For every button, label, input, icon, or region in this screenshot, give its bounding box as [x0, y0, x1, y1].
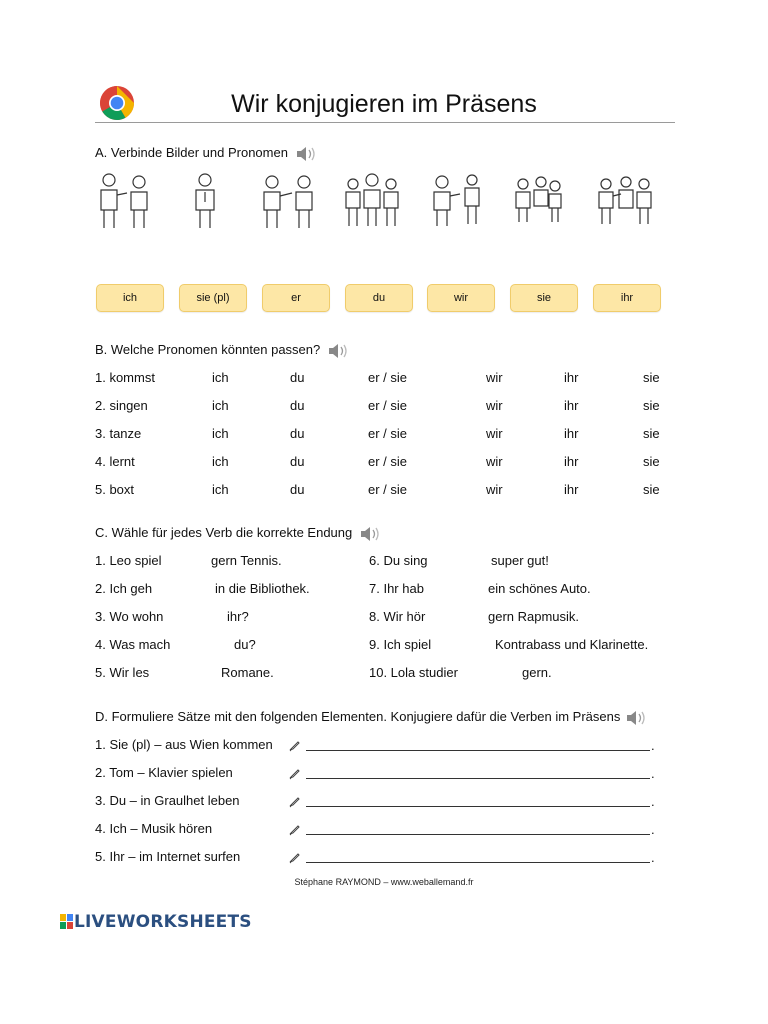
- liveworksheets-brand: [60, 912, 252, 932]
- d-answer-field[interactable]: [306, 834, 650, 835]
- d-answer-field[interactable]: [306, 750, 650, 751]
- liveworksheets-text: LIVEWORKSHEETS: [74, 912, 252, 932]
- d-line-end: .: [651, 822, 655, 837]
- b-pronoun-option[interactable]: ihr: [564, 398, 579, 413]
- liveworksheets-logo-icon: [60, 914, 74, 930]
- b-pronoun-option[interactable]: sie: [643, 454, 660, 469]
- b-pronoun-option[interactable]: sie: [643, 426, 660, 441]
- d-prompt: 2. Tom – Klavier spielen: [95, 765, 233, 780]
- pencil-icon: [289, 740, 301, 752]
- speaker-icon[interactable]: [328, 343, 350, 359]
- b-pronoun-option[interactable]: wir: [486, 426, 503, 441]
- c-item-rest: ein schönes Auto.: [488, 581, 591, 596]
- page-title: Wir konjugieren im Präsens: [231, 90, 537, 118]
- d-line-end: .: [651, 738, 655, 753]
- section-b-heading-text: B. Welche Pronomen könnten passen?: [95, 342, 321, 357]
- figure-two-people-talking: [95, 170, 155, 232]
- c-item-stem: 4. Was mach: [95, 637, 171, 652]
- c-item-stem: 7. Ihr hab: [369, 581, 424, 596]
- speaker-icon[interactable]: [296, 146, 318, 162]
- section-d-heading: [95, 709, 648, 726]
- b-pronoun-option[interactable]: er / sie: [368, 482, 408, 497]
- pencil-icon: [289, 796, 301, 808]
- d-prompt: 5. Ihr – im Internet surfen: [95, 849, 241, 864]
- pronoun-pill-wir[interactable]: wir: [427, 284, 495, 312]
- section-c-heading: [95, 525, 382, 542]
- c-item-rest: in die Bibliothek.: [215, 581, 310, 596]
- chrome-logo-icon: [99, 85, 135, 121]
- c-item-rest: Romane.: [221, 665, 274, 680]
- figure-pointing-at-pair: [430, 170, 485, 232]
- section-a-heading-text: A. Verbinde Bilder und Pronomen: [95, 145, 288, 160]
- b-pronoun-option[interactable]: ihr: [564, 370, 579, 385]
- c-item-stem: 3. Wo wohn: [95, 609, 164, 624]
- pencil-icon: [289, 824, 301, 836]
- section-b-heading: [95, 342, 350, 359]
- figure-person-pointing-at-other: [260, 170, 320, 232]
- c-item-rest: Kontrabass und Klarinette.: [495, 637, 649, 652]
- section-c-heading-text: C. Wähle für jedes Verb die korrekte Endung: [95, 525, 353, 540]
- d-answer-field[interactable]: [306, 778, 650, 779]
- b-pronoun-option[interactable]: ich: [212, 370, 229, 385]
- b-verb-label: 4. lernt: [95, 454, 135, 469]
- b-pronoun-option[interactable]: du: [290, 370, 305, 385]
- b-pronoun-option[interactable]: er / sie: [368, 398, 408, 413]
- figure-one-person: [190, 170, 220, 232]
- b-pronoun-option[interactable]: du: [290, 426, 305, 441]
- b-pronoun-option[interactable]: ich: [212, 398, 229, 413]
- d-answer-field[interactable]: [306, 806, 650, 807]
- speaker-icon[interactable]: [360, 526, 382, 542]
- c-item-stem: 1. Leo spiel: [95, 553, 162, 568]
- figure-group-pointing: [513, 170, 563, 232]
- b-pronoun-option[interactable]: wir: [486, 454, 503, 469]
- pronoun-pill-ihr[interactable]: ihr: [593, 284, 661, 312]
- pencil-icon: [289, 852, 301, 864]
- b-pronoun-option[interactable]: ihr: [564, 454, 579, 469]
- pronoun-pill-er[interactable]: er: [262, 284, 330, 312]
- b-pronoun-option[interactable]: wir: [486, 398, 503, 413]
- c-item-rest: ihr?: [227, 609, 249, 624]
- b-pronoun-option[interactable]: ich: [212, 426, 229, 441]
- b-pronoun-option[interactable]: er / sie: [368, 454, 408, 469]
- b-verb-label: 5. boxt: [95, 482, 135, 497]
- d-line-end: .: [651, 766, 655, 781]
- b-verb-label: 2. singen: [95, 398, 148, 413]
- c-item-stem: 10. Lola studier: [369, 665, 458, 680]
- b-pronoun-option[interactable]: er / sie: [368, 370, 408, 385]
- b-pronoun-option[interactable]: er / sie: [368, 426, 408, 441]
- b-pronoun-option[interactable]: ihr: [564, 426, 579, 441]
- d-line-end: .: [651, 850, 655, 865]
- c-item-stem: 5. Wir les: [95, 665, 150, 680]
- speaker-icon[interactable]: [626, 710, 648, 726]
- pronoun-pill-du[interactable]: du: [345, 284, 413, 312]
- d-prompt: 3. Du – in Graulhet leben: [95, 793, 240, 808]
- title-divider: [95, 122, 675, 123]
- b-pronoun-option[interactable]: sie: [643, 482, 660, 497]
- c-item-rest: gern Rapmusik.: [488, 609, 580, 624]
- c-item-stem: 2. Ich geh: [95, 581, 153, 596]
- b-pronoun-option[interactable]: du: [290, 454, 305, 469]
- b-pronoun-option[interactable]: du: [290, 398, 305, 413]
- section-d-heading-text: D. Formuliere Sätze mit den folgenden Elementen. Konjugiere dafür die Verben im Präsens: [95, 709, 621, 724]
- figure-group-of-three: [343, 170, 401, 232]
- b-pronoun-option[interactable]: du: [290, 482, 305, 497]
- d-prompt: 1. Sie (pl) – aus Wien kommen: [95, 737, 273, 752]
- b-pronoun-option[interactable]: sie: [643, 370, 660, 385]
- pronoun-pill-sie[interactable]: sie: [510, 284, 578, 312]
- c-item-rest: gern Tennis.: [211, 553, 282, 568]
- d-prompt: 4. Ich – Musik hören: [95, 821, 213, 836]
- c-item-stem: 8. Wir hör: [369, 609, 426, 624]
- b-pronoun-option[interactable]: ihr: [564, 482, 579, 497]
- b-pronoun-option[interactable]: wir: [486, 370, 503, 385]
- c-item-rest: super gut!: [491, 553, 549, 568]
- b-pronoun-option[interactable]: sie: [643, 398, 660, 413]
- b-pronoun-option[interactable]: wir: [486, 482, 503, 497]
- figure-three-people-pointing: [596, 170, 654, 232]
- pronoun-pill-ich[interactable]: ich: [96, 284, 164, 312]
- pencil-icon: [289, 768, 301, 780]
- c-item-rest: du?: [234, 637, 256, 652]
- pronoun-pill-sie-pl[interactable]: sie (pl): [179, 284, 247, 312]
- b-pronoun-option[interactable]: ich: [212, 454, 229, 469]
- d-line-end: .: [651, 794, 655, 809]
- c-item-stem: 9. Ich spiel: [369, 637, 432, 652]
- section-a-heading: [95, 145, 318, 162]
- d-answer-field[interactable]: [306, 862, 650, 863]
- b-verb-label: 3. tanze: [95, 426, 142, 441]
- b-pronoun-option[interactable]: ich: [212, 482, 229, 497]
- c-item-stem: 6. Du sing: [369, 553, 428, 568]
- b-verb-label: 1. kommst: [95, 370, 155, 385]
- c-item-rest: gern.: [522, 665, 552, 680]
- footer-credit: Stéphane RAYMOND – www.weballemand.fr: [294, 877, 474, 887]
